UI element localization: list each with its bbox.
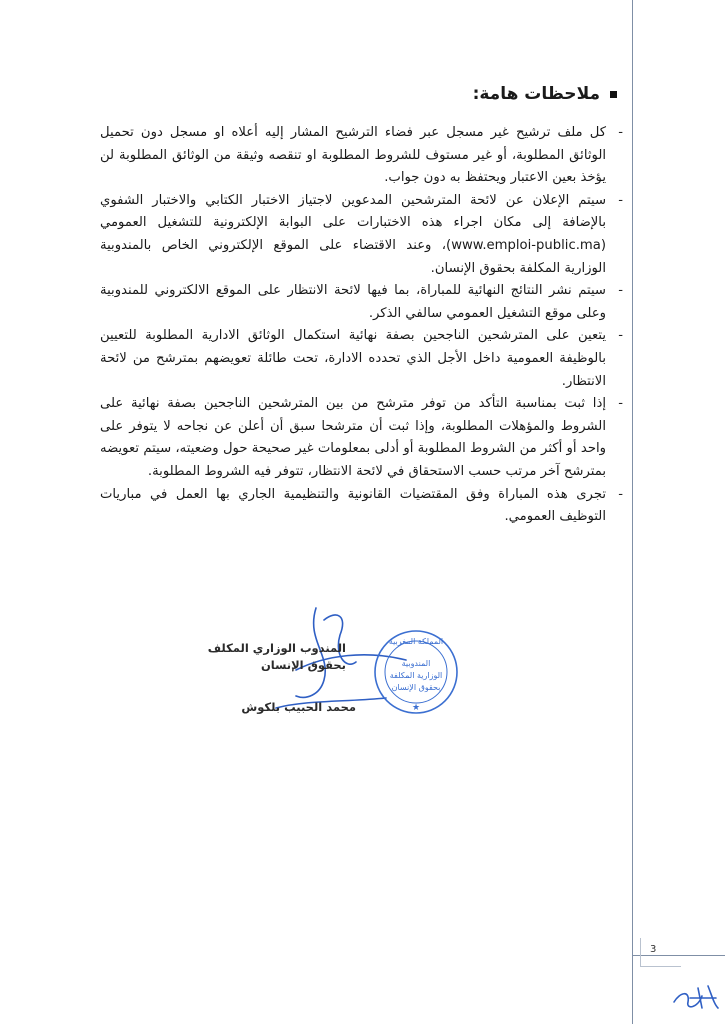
stamp-line: الوزارية المكلفة: [389, 671, 443, 680]
signatory-title-line: المندوب الوزاري المكلف: [207, 641, 346, 655]
note-item: [100, 325, 623, 393]
note-text: كل ملف ترشيح غير مسجل عبر فضاء الترشيح المشار إليه أعلاه او مسجل دون تحميل الوثائق المطلوبة، أو غير مستوف للشروط المطلوبة او تنقصه وثيقة من الوثائق المطلوبة لن يؤخذ بعين الاعتبار ويحتفظ به دون جواب.: [100, 125, 606, 186]
svg-text:★: ★: [411, 703, 421, 713]
square-bullet-icon: [610, 91, 617, 98]
signatory-title: [208, 640, 346, 674]
notes-heading-text: ملاحظات هامة:: [472, 84, 600, 104]
note-item: [100, 393, 623, 483]
note-item: [100, 280, 623, 325]
note-item: [100, 122, 623, 190]
page-number-box: [640, 938, 681, 967]
page-number: 3: [650, 944, 657, 955]
dash-bullet: -: [618, 125, 623, 140]
note-text: يتعين على المترشحين الناجحين بصفة نهائية استكمال الوثائق الادارية المطلوبة للتعيين بالوظيفة العمومية داخل الأجل الذي تحدده الادارة، تحت طائلة تعويضهم بمترشح من لائحة الانتظار.: [100, 328, 606, 389]
dash-bullet: -: [618, 396, 623, 412]
notes-list: [100, 122, 623, 529]
dash-bullet: -: [618, 328, 623, 344]
dash-bullet: -: [618, 192, 623, 208]
stamp-line: المندوبية: [401, 659, 431, 668]
note-text: سيتم الإعلان عن لائحة المترشحين المدعوين لاجتياز الاختبار الكتابي والاختبار الشفوي بالإضافة إلى مكان اجراء هذه الاختبارات على البوابة الإلكترونية للتشغيل العمومي (www.emploi-public.ma)، وعند الاقتضاء على الموقع الإلكتروني الخاص بالمندوبية الوزارية المكلفة بحقوق الإنسان.: [100, 192, 606, 276]
note-text: سيتم نشر النتائج النهائية للمباراة، بما فيها لائحة الانتظار على الموقع الالكتروني للمندوبية وعلى موقع التشغيل العمومي سالفي الذكر.: [100, 283, 606, 321]
note-text: إذا ثبت بمناسبة التأكد من توفر مترشح من بين المترشحين الناجحين بصفة نهائية على الشروط والمؤهلات المطلوبة، وإذا ثبت أن مترشحا سبق أن أعلن عن نجاحه لا يتوفر على واحد أو أكثر من الشروط المطلوبة أو أدلى بمعلومات غير صحيحة حول وضعيته، سيتم تعويضه بمترشح آخر مرتب حسب الاستحقاق في لائحة الانتظار، تتوفر فيه الشروط المطلوبة.: [100, 396, 606, 479]
signatory-name: محمد الحبيب بلكوش: [241, 700, 356, 714]
note-text: تجرى هذه المباراة وفق المقتضيات القانونية والتنظيمية الجاري بها العمل في مباريات التوظيف العمومي.: [100, 486, 606, 525]
stamp-outer-text: المملكة المغربية: [388, 637, 444, 646]
note-item: [100, 484, 623, 529]
official-stamp: [372, 628, 460, 716]
signatory-title-line: بحقوق الإنسان: [260, 658, 346, 672]
notes-heading: [473, 84, 617, 104]
dash-bullet: -: [618, 486, 623, 502]
dash-bullet: -: [618, 283, 623, 299]
initials-mark-icon: [668, 978, 720, 1014]
page-margin-line: [632, 0, 633, 1024]
note-item: [100, 190, 623, 280]
stamp-line: بحقوق الإنسان: [391, 683, 441, 692]
